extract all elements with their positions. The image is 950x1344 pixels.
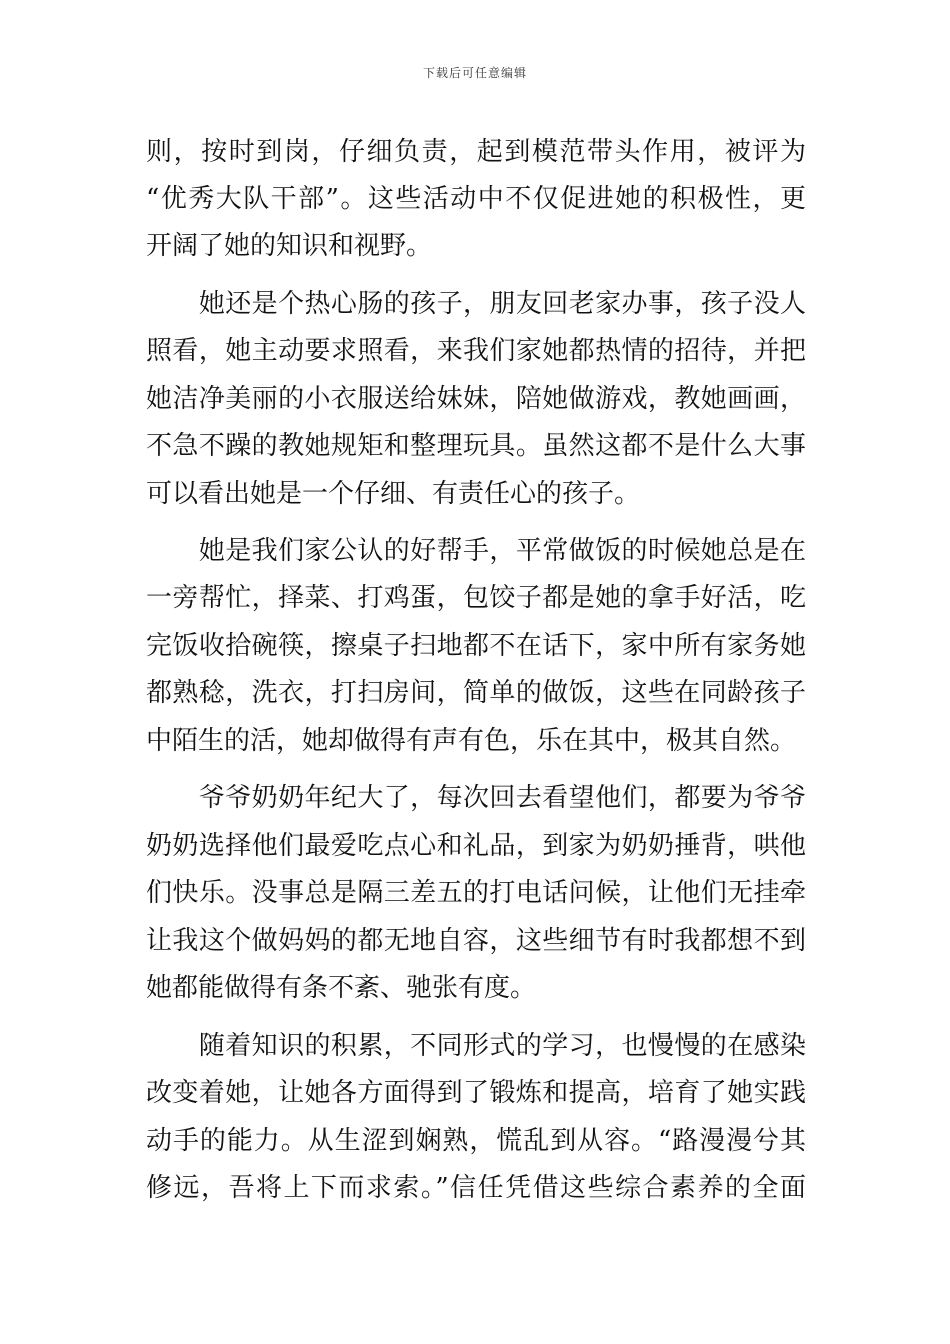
text-line: 动手的能力。从生涩到娴熟，慌乱到从容。“路漫漫兮其 <box>146 1126 806 1156</box>
text-line: 则，按时到岗，仔细负责，起到模范带头作用，被评为 <box>146 137 806 167</box>
text-line: 爷爷奶奶年纪大了，每次回去看望他们，都要为爷爷 <box>146 783 806 813</box>
text-line: 中陌生的活，她却做得有声有色，乐在其中，极其自然。 <box>146 726 797 756</box>
text-line: 她洁净美丽的小衣服送给妹妹，陪她做游戏，教她画画， <box>146 384 806 414</box>
text-line: 一旁帮忙，择菜、打鸡蛋，包饺子都是她的拿手好活，吃 <box>146 583 806 613</box>
text-line: 都熟稔，洗衣，打扫房间，简单的做饭，这些在同龄孩子 <box>146 678 806 708</box>
text-line: 奶奶选择他们最爱吃点心和礼品，到家为奶奶捶背，哄他 <box>146 831 806 861</box>
text-line: “优秀大队干部”。这些活动中不仅促进她的积极性，更 <box>146 184 806 214</box>
text-line: 改变着她，让她各方面得到了锻炼和提高，培育了她实践 <box>146 1078 806 1108</box>
text-line: 她都能做得有条不紊、驰张有度。 <box>146 973 537 1003</box>
text-line: 她是我们家公认的好帮手，平常做饭的时候她总是在 <box>146 536 806 566</box>
text-line: 让我这个做妈妈的都无地自容，这些细节有时我都想不到 <box>146 926 806 956</box>
text-line: 她还是个热心肠的孩子，朋友回老家办事，孩子没人 <box>146 289 806 319</box>
text-line: 可以看出她是一个仔细、有责任心的孩子。 <box>146 479 641 509</box>
text-line: 们快乐。没事总是隔三差五的打电话问候，让他们无挂牵 <box>146 878 806 908</box>
text-line: 照看，她主动要求照看，来我们家她都热情的招待，并把 <box>146 336 806 366</box>
page-header-note: 下载后可任意编辑 <box>422 66 527 80</box>
text-line: 不急不躁的教她规矩和整理玩具。虽然这都不是什么大事 <box>146 431 806 461</box>
text-line: 开阔了她的知识和视野。 <box>146 231 433 261</box>
text-line: 随着知识的积累，不同形式的学习，也慢慢的在感染 <box>146 1031 806 1061</box>
text-line: 修远，吾将上下而求索。”信任凭借这些综合素养的全面 <box>146 1173 806 1203</box>
text-line: 完饭收拾碗筷，擦桌子扫地都不在话下，家中所有家务她 <box>146 631 806 661</box>
